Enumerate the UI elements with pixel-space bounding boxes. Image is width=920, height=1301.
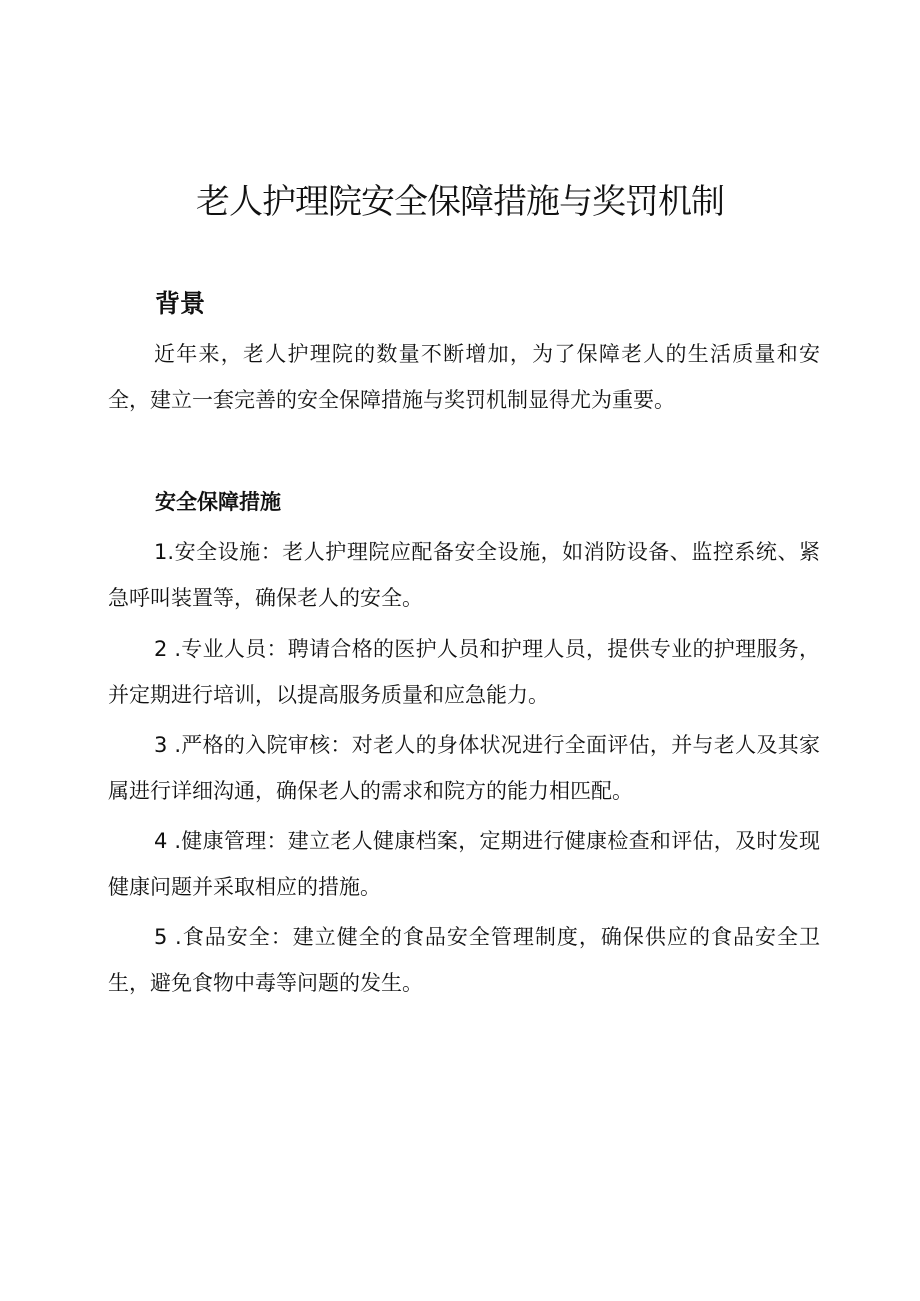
document-title: 老人护理院安全保障措施与奖罚机制: [196, 182, 724, 222]
safety-measure-item: 1.安全设施：老人护理院应配备安全设施，如消防设备、监控系统、紧急呼叫装置等，确保老人的安全。: [108, 540, 820, 610]
safety-measure-item: 3 .严格的入院审核：对老人的身体状况进行全面评估，并与老人及其家属进行详细沟通，确保老人的需求和院方的能力相匹配。: [108, 733, 820, 803]
safety-measure-item: 4 .健康管理：建立老人健康档案，定期进行健康检查和评估，及时发现健康问题并采取相应的措施。: [108, 829, 820, 899]
section-heading-safety-measures: 安全保障措施: [155, 490, 281, 514]
safety-measure-item: 2 .专业人员：聘请合格的医护人员和护理人员，提供专业的护理服务，并定期进行培训，以提高服务质量和应急能力。: [108, 637, 820, 707]
safety-measure-item: 5 .食品安全：建立健全的食品安全管理制度，确保供应的食品安全卫生，避免食物中毒等问题的发生。: [108, 925, 820, 995]
background-paragraph: 近年来，老人护理院的数量不断增加，为了保障老人的生活质量和安全，建立一套完善的安全保障措施与奖罚机制显得尤为重要。: [108, 342, 820, 412]
section-heading-background: 背景: [155, 289, 206, 318]
